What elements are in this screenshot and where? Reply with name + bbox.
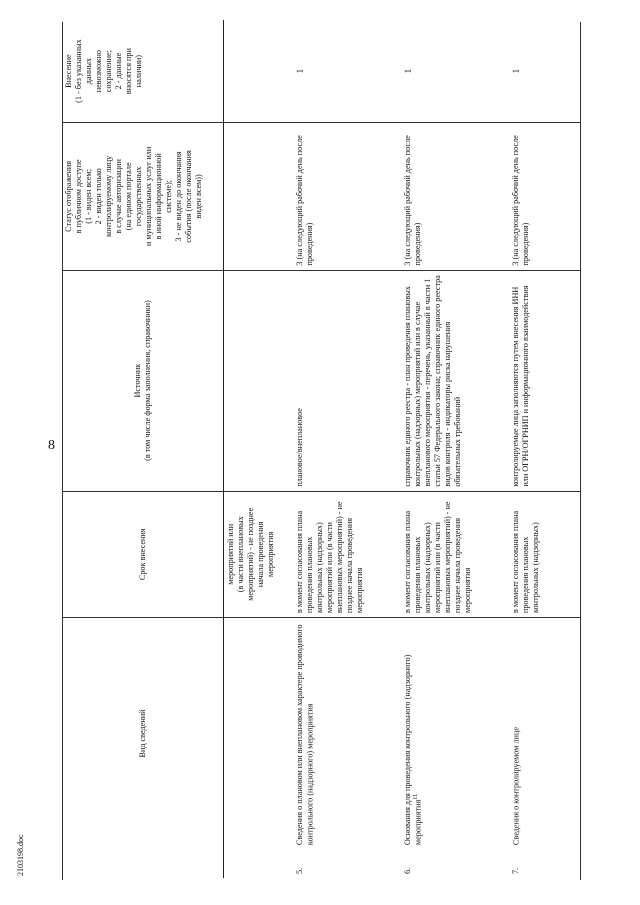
table-outer-border xyxy=(62,22,63,880)
table-row xyxy=(401,20,509,878)
table-row xyxy=(509,20,580,878)
header-source: Источник (в том числе форма заполнения, справочники) xyxy=(62,270,224,491)
row-source: справочник единого реестра - план проведения плановых контрольных (надзорных) мероприятий или в случае внепланового мероприятия - перечень, указанный в части 1 статьи 57 Федерального закона; справочник единого реестра видов контроля - индикаторы риска нарушения обязательных требований xyxy=(401,270,509,491)
row-source: плановое/внеплановое xyxy=(293,270,401,491)
row-status: 3 (на следующий рабочий день после проведения) xyxy=(509,123,580,270)
header-term: Срок внесения xyxy=(62,491,224,617)
row-term: в момент согласования плана проведения плановых контрольных (надзорных) xyxy=(509,491,580,617)
row-kind-text: Сведения о плановом или внеплановом характере проводимого контрольного (надзорного) мероприятия xyxy=(294,624,315,846)
row-kind-text: Основания для проведения контрольного (надзорного) мероприятия xyxy=(403,654,423,846)
row-status: 3 (на следующий рабочий день после проведения) xyxy=(401,123,509,270)
rotated-table-container xyxy=(62,20,580,878)
row-entry: 1 xyxy=(293,20,401,123)
row-status: 3 (на следующий рабочий день после проведения) xyxy=(293,123,401,270)
header-kind: Вид сведений xyxy=(62,617,224,849)
header-status: Статус отображения в публичном доступе (1 - виден всем; 2 - виден только контролируемому лицу в случае авторизации (на едином портале государственных и муниципальных услуг или в иной информационной системе); 3 - не виден до окончания события (после окончания виден всем)) xyxy=(62,123,224,270)
row-number: 5. xyxy=(294,867,304,874)
continuation-kind-cell xyxy=(224,617,293,849)
header-number-cell xyxy=(62,849,224,878)
footnote-marker: 11 xyxy=(413,793,420,800)
row-number: 7. xyxy=(511,867,521,874)
row-source: контролируемые лица заполняются путем внесения ИНН или ОГРН/ОГРНИП и информационного взаимодействия xyxy=(509,270,580,491)
row-kind-text: Сведения о контролируемом лице xyxy=(512,727,522,846)
table-header-row xyxy=(62,20,224,878)
table-outer-border xyxy=(580,22,581,880)
continuation-term: мероприятий или (в части внеплановых мероприятий) - не позднее начала проведения мероприятия xyxy=(224,491,293,617)
page-number: 8 xyxy=(48,438,55,453)
continuation-status-cell xyxy=(224,123,293,270)
information-table xyxy=(62,20,580,878)
table-row xyxy=(293,20,401,878)
row-number: 6. xyxy=(403,867,413,874)
row-entry: 1 xyxy=(509,20,580,123)
row-term: в момент согласования плана проведения плановых контрольных (надзорных) мероприятий или (в части внеплановых мероприятий) - не позднее начала проведения мероприятия xyxy=(293,491,401,617)
row-kind xyxy=(293,617,401,849)
row-term: в момент согласования плана проведения плановых контрольных (надзорных) мероприятий или (в части внеплановых мероприятий) - не позднее начала проведения мероприятия xyxy=(401,491,509,617)
continuation-entry-cell xyxy=(224,20,293,123)
row-entry: 1 xyxy=(401,20,509,123)
continuation-number-cell xyxy=(224,849,293,878)
continuation-source-cell xyxy=(224,270,293,491)
file-reference: 2103198.doc xyxy=(16,834,25,876)
continuation-row xyxy=(224,20,293,878)
row-kind xyxy=(401,617,509,849)
row-kind xyxy=(509,617,580,849)
header-entry: Внесение (1 - без указанных данных невозможно сохранение; 2 - данные вносятся при наличии) xyxy=(62,20,224,123)
